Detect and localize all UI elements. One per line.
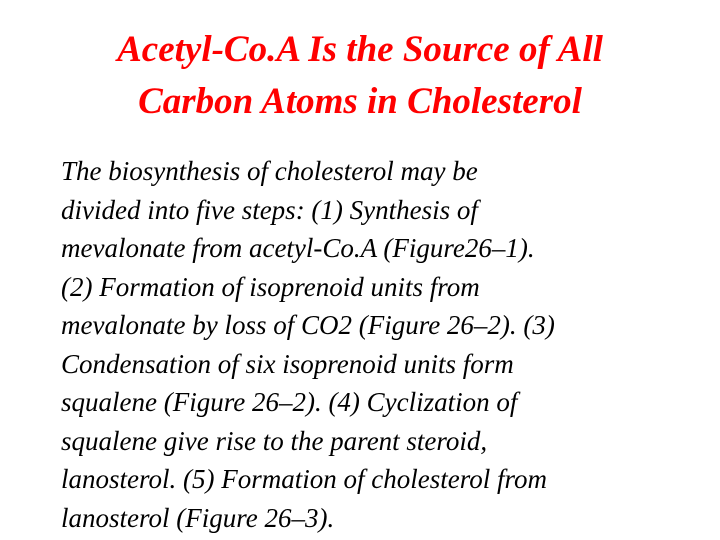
title-line: Carbon Atoms in Cholesterol (138, 81, 582, 122)
body-line: divided into five steps: (1) Synthesis of (61, 194, 478, 225)
slide-title (60, 24, 660, 128)
body-line: (2) Formation of isoprenoid units from (61, 271, 480, 302)
slide-body-text (61, 152, 701, 537)
body-line: squalene give rise to the parent steroid, (61, 425, 488, 456)
body-line: The biosynthesis of cholesterol may be (61, 156, 478, 186)
body-line: lanosterol. (5) Formation of cholesterol from (61, 464, 547, 494)
body-line: Condensation of six isoprenoid units form (61, 348, 514, 379)
body-line: squalene (Figure 26–2). (4) Cyclization of (61, 387, 518, 417)
body-line: mevalonate from acetyl-Co.A (Figure26–1). (61, 233, 535, 263)
title-line: Acetyl-Co.A Is the Source of All (117, 29, 603, 70)
body-line: lanosterol (Figure 26–3). (61, 502, 335, 533)
body-line: mevalonate by loss of CO2 (Figure 26–2). (3) (61, 310, 555, 340)
